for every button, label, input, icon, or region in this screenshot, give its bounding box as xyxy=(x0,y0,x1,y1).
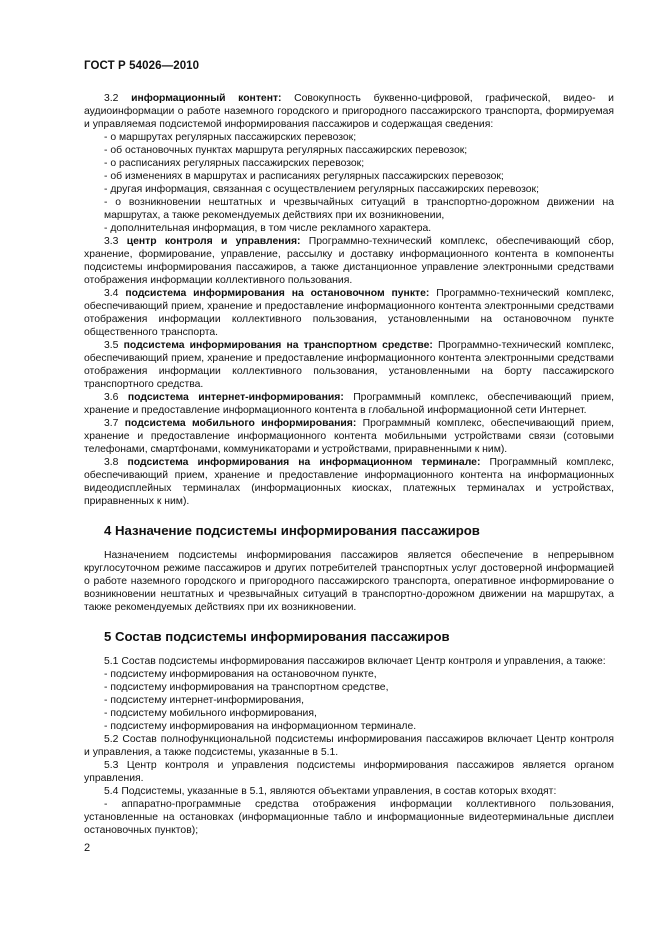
term: подсистема информирования на остановочном пункте: xyxy=(125,288,430,299)
list-item: - подсистему информирования на остановочном пункте, xyxy=(104,669,377,680)
list-item: - дополнительная информация, в том числе рекламного характера. xyxy=(104,223,432,234)
term: центр контроля и управления: xyxy=(126,236,301,247)
list-item: - об изменениях в маршрутах и расписаниях регулярных пассажирских перевозок; xyxy=(104,171,504,182)
paragraph-5-3: 5.3 Центр контроля и управления подсистемы информирования пассажиров является органом управления. xyxy=(84,760,614,784)
section-4-paragraph: Назначением подсистемы информирования пассажиров является обеспечение в непрерывном круглосуточном режиме пассажиров и других потребителей транспортных услуг достоверной информацией о работе наземного городского и пригородного пассажирского транспорта, оперативное информирование о возникновении нештатных и чрезвычайных ситуаций в транспортно-дорожном движении на маршрутах, а также рекомендуемых действиях при их возникновении. xyxy=(84,550,614,613)
definition: Программно-технический комплекс, обеспечивающий прием, хранение и предоставление информационного контента электронными средствами отображения информации коллективного пользования, установленными на борту пассажирского транспортного средства. xyxy=(84,340,614,390)
definition: Программный комплекс, обеспечивающий прием, хранение и предоставление информационного контента в глобальной информационной сети Интернет. xyxy=(84,392,614,416)
document-body xyxy=(84,92,614,837)
section-5-heading: 5 Состав подсистемы информирования пассажиров xyxy=(104,629,450,644)
section-number: 3.7 xyxy=(104,418,119,429)
paragraph-3-6 xyxy=(84,391,614,417)
definition: Программный комплекс, обеспечивающий прием, хранение и предоставление информационного контента на информационных видеодисплейных терминалах (информационных киосках, платежных терминалах и устройствах, приравненных к ним). xyxy=(84,457,615,507)
paragraph-3-5 xyxy=(84,339,614,391)
list-item: - подсистему интернет-информирования, xyxy=(104,695,305,706)
term: информационный контент: xyxy=(131,93,282,104)
paragraph-5-4-item: - аппаратно-программные средства отображения информации коллективного пользования, установленные на остановках (информационные табло и информационные видеотерминальные дисплеи остановочных пунктов); xyxy=(84,799,614,836)
paragraph-3-3 xyxy=(84,235,614,287)
section-number: 3.5 xyxy=(104,340,119,351)
term: подсистема информирования на транспортном средстве: xyxy=(123,340,433,351)
list-item: - подсистему информирования на транспортном средстве, xyxy=(104,682,389,693)
paragraph-5-2: 5.2 Состав полнофункциональной подсистемы информирования пассажиров включает Центр контроля и управления, а также подсистемы, указанные в 5.1. xyxy=(84,734,614,758)
paragraph-5-4: 5.4 Подсистемы, указанные в 5.1, являются объектами управления, в состав которых входят: xyxy=(104,786,557,797)
paragraph-3-8 xyxy=(84,456,614,508)
term: подсистема информирования на информационном терминале: xyxy=(127,457,481,468)
section-number: 3.6 xyxy=(104,392,119,403)
section-number: 3.4 xyxy=(104,288,119,299)
section-number: 3.3 xyxy=(104,236,119,247)
list-item: - об остановочных пунктах маршрута регулярных пассажирских перевозок; xyxy=(104,145,468,156)
paragraph-3-4 xyxy=(84,287,614,339)
page-number: 2 xyxy=(84,842,91,854)
definition: Программно-технический комплекс, обеспечивающий прием, хранение и предоставление информационного контента электронными средствами отображения информации коллективного пользования, установленными на остановочном пункте общественного транспорта. xyxy=(84,288,615,338)
section-number: 3.2 xyxy=(104,93,119,104)
section-4-heading: 4 Назначение подсистемы информирования пассажиров xyxy=(104,523,480,538)
definition: Программно-технический комплекс, обеспечивающий сбор, хранение, формирование, управление, рассылку и доставку информационного контента в компоненты подсистемы информирования пассажиров, а также дистанционное управление электронными средствами отображения информации коллективного пользования. xyxy=(84,236,615,286)
paragraph-5-1: 5.1 Состав подсистемы информирования пассажиров включает Центр контроля и управления, а также: xyxy=(104,656,606,667)
term: подсистема интернет-информирования: xyxy=(127,392,344,403)
paragraph-3-7 xyxy=(84,417,614,456)
paragraph-3-2 xyxy=(84,92,614,131)
definition: Программный комплекс, обеспечивающий прием, хранение и предоставление информационного контента мобильными устройствами связи (сотовыми телефонами, смартфонами, коммуникаторами и устройствами, приравненными к ним). xyxy=(84,418,615,455)
list-item: - другая информация, связанная с осуществлением регулярных пассажирских перевозок; xyxy=(104,184,539,195)
term: подсистема мобильного информирования: xyxy=(124,418,357,429)
list-item: - о расписаниях регулярных пассажирских перевозок; xyxy=(104,158,365,169)
list-item: - подсистему информирования на информационном терминале. xyxy=(104,721,417,732)
list-item: - о возникновении нештатных и чрезвычайных ситуаций в транспортно-дорожном движении на маршрутах, а также рекомендуемых действиях при их возникновении, xyxy=(104,197,614,221)
list-item: - подсистему мобильного информирования, xyxy=(104,708,317,719)
section-number: 3.8 xyxy=(104,457,119,468)
definition: Совокупность буквенно-цифровой, графической, видео- и аудиоинформации о работе наземного городского и пригородного пассажирского транспорта, формируемая и управляемая подсистемой информирования пассажиров и содержащая сведения: xyxy=(84,93,614,130)
list-item: - о маршрутах регулярных пассажирских перевозок; xyxy=(104,132,357,143)
document-header: ГОСТ Р 54026—2010 xyxy=(84,60,200,72)
